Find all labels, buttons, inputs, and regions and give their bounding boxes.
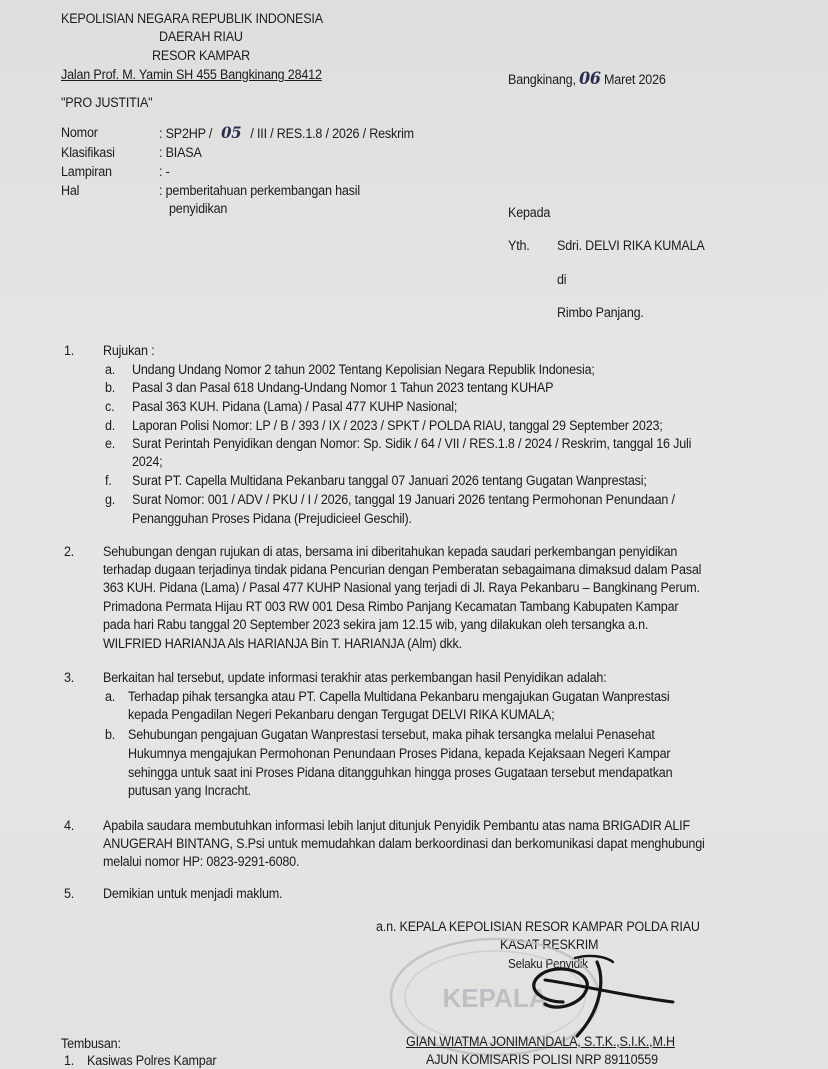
ref-d-text: Laporan Polisi Nomor: LP / B / 393 / IX / 2023 / SPKT / POLDA RIAU, tanggal 29 September 2023; [132, 418, 663, 433]
ref-b-text: Pasal 3 dan Pasal 618 Undang-Undang Nomor 1 Tahun 2023 tentang KUHAP [132, 380, 554, 395]
recipient-di: di [557, 272, 567, 287]
section-4-number: 4. [64, 818, 75, 833]
update-a-letter: a. [105, 689, 116, 704]
ref-a-text: Undang Undang Nomor 2 tahun 2002 Tentang Kepolisian Negara Republik Indonesia; [132, 362, 595, 377]
section-1-number: 1. [64, 343, 75, 358]
update-b-text-1: Sehubungan pengajuan Gugatan Wanprestasi tersebut, maka pihak tersangka melalui Penasehat [128, 727, 655, 742]
ref-e-text-2: 2024; [132, 454, 163, 469]
ref-g-text-2: Penangguhan Proses Pidana (Prejudicieel Geschil). [132, 511, 412, 526]
nomor-handwritten: 05 [221, 123, 242, 142]
section-2-line-1: Sehubungan dengan rujukan di atas, bersama ini diberitahukan kepada saudari perkembangan penyidikan [103, 544, 678, 559]
section-4-line-3: melalui nomor HP: 0823-9291-6080. [103, 854, 300, 869]
ref-d-letter: d. [105, 418, 116, 433]
klasifikasi-value: : BIASA [159, 145, 202, 160]
ref-e-text-1: Surat Perintah Penyidikan dengan Nomor: Sp. Sidik / 64 / VII / RES.1.8 / 2024 / Reskrim, tanggal 16 Juli [132, 436, 692, 451]
yth: Yth. [508, 238, 530, 253]
section-5-number: 5. [64, 886, 75, 901]
klasifikasi-label: Klasifikasi [61, 145, 115, 160]
ref-c-letter: c. [105, 399, 115, 414]
nomor-label: Nomor [61, 125, 98, 140]
section-2-line-2: terhadap dugaan terjadinya tindak pidana Pencurian dengan Pemberatan sebagaimana dimaksud dalam Pasal [103, 562, 702, 577]
update-a-text-1: Terhadap pihak tersangka atau PT. Capella Multidana Pekanbaru mengajukan Gugatan Wanprestasi [128, 689, 670, 704]
signature-line-2: KASAT RESKRIM [500, 937, 599, 952]
section-2-number: 2. [64, 544, 75, 559]
place-date [508, 71, 666, 88]
signature-line-1: a.n. KEPALA KEPOLISIAN RESOR KAMPAR POLDA RIAU [376, 919, 700, 934]
ref-f-letter: f. [105, 473, 112, 488]
section-4-line-1: Apabila saudara membutuhkan informasi lebih lanjut ditunjuk Penyidik Pembantu atas nama BRIGADIR ALIF [103, 818, 690, 833]
signer-rank: AJUN KOMISARIS POLISI NRP 89110559 [426, 1052, 658, 1067]
update-b-letter: b. [105, 727, 116, 742]
cc-1-number: 1. [64, 1053, 75, 1068]
handwritten-signature [505, 950, 685, 1040]
update-a-text-2: kepada Pengadilan Negeri Pekanbaru dengan Tergugat DELVI RIKA KUMALA; [128, 707, 555, 722]
nomor-value [159, 124, 414, 142]
hal-value-2: penyidikan [169, 201, 228, 216]
section-3-title: Berkaitan hal tersebut, update informasi terakhir atas perkembangan hasil Penyidikan adalah: [103, 670, 607, 685]
recipient-name: Sdri. DELVI RIKA KUMALA [557, 238, 705, 253]
section-1-title: Rujukan : [103, 343, 155, 358]
ref-b-letter: b. [105, 380, 116, 395]
stamp-text: KEPALA [442, 983, 548, 1013]
org-line-3: RESOR KAMPAR [152, 48, 250, 63]
hal-label: Hal [61, 183, 80, 198]
update-b-text-2: Hukumnya mengajukan Permohonan Penundaan Proses Pidana, kepada Kejaksaan Negeri Kampar [128, 746, 671, 761]
section-2-line-6: WILFRIED HARIANJA Als HARIANJA Bin T. HARIANJA (Alm) dkk. [103, 636, 462, 651]
recipient-place: Rimbo Panjang. [557, 305, 644, 320]
lampiran-label: Lampiran [61, 164, 112, 179]
lampiran-value: : - [159, 164, 170, 179]
update-b-text-4: putusan yang Incracht. [128, 783, 251, 798]
section-2-line-5: pada hari Rabu tanggal 20 September 2023 sekira jam 12.15 wib, yang dilakukan oleh tersangka a.n. [103, 617, 649, 632]
signer-name: GIAN WIATMA JONIMANDALA, S.T.K.,S.I.K.,M.H [406, 1034, 675, 1049]
section-5-line-1: Demikian untuk menjadi maklum. [103, 886, 283, 901]
section-2-line-4: Primadona Permata Hijau RT 003 RW 001 Desa Rimbo Panjang Kecamatan Tambang Kabupaten Kampar [103, 599, 679, 614]
ref-g-letter: g. [105, 492, 116, 507]
address: Jalan Prof. M. Yamin SH 455 Bangkinang 28412 [61, 67, 322, 82]
date-rest: Maret 2026 [604, 72, 666, 87]
tembusan-label: Tembusan: [61, 1036, 121, 1051]
ref-e-letter: e. [105, 436, 116, 451]
hal-value-1: : pemberitahuan perkembangan hasil [159, 183, 360, 198]
ref-c-text: Pasal 363 KUH. Pidana (Lama) / Pasal 477 KUHP Nasional; [132, 399, 458, 414]
section-3-number: 3. [64, 670, 75, 685]
section-4-line-2: ANUGERAH BINTANG, S.Psi untuk memudahkan dalam berkoordinasi dan berkomunikasi dapat menghubungi [103, 836, 705, 851]
org-line-2: DAERAH RIAU [159, 29, 243, 44]
update-b-text-3: sehingga untuk saat ini Proses Pidana ditangguhkan hingga proses Gugataan tersebut mendapatkan [128, 765, 673, 780]
date-day-handwritten: 06 [579, 69, 601, 89]
ref-g-text-1: Surat Nomor: 001 / ADV / PKU / I / 2026, tanggal 19 Januari 2026 tentang Permohonan Penundaan / [132, 492, 675, 507]
ref-f-text: Surat PT. Capella Multidana Pekanbaru tanggal 07 Januari 2026 tentang Gugatan Wanprestasi; [132, 473, 647, 488]
kepada: Kepada [508, 205, 551, 220]
signature-line-3: Selaku Penyidik [508, 957, 588, 971]
cc-1-text: Kasiwas Polres Kampar [87, 1053, 217, 1068]
section-2-line-3: 363 KUH. Pidana (Lama) / Pasal 477 KUHP Nasional yang terjadi di Jl. Raya Pekanbaru – Bangkinang Perum. [103, 580, 700, 595]
nomor-suffix: / III / RES.1.8 / 2026 / Reskrim [250, 126, 414, 141]
org-line-1: KEPOLISIAN NEGARA REPUBLIK INDONESIA [61, 11, 323, 26]
nomor-prefix: : SP2HP / [159, 126, 213, 141]
pro-justitia: "PRO JUSTITIA" [61, 95, 153, 110]
place-date-prefix: Bangkinang, [508, 72, 576, 87]
ref-a-letter: a. [105, 362, 116, 377]
